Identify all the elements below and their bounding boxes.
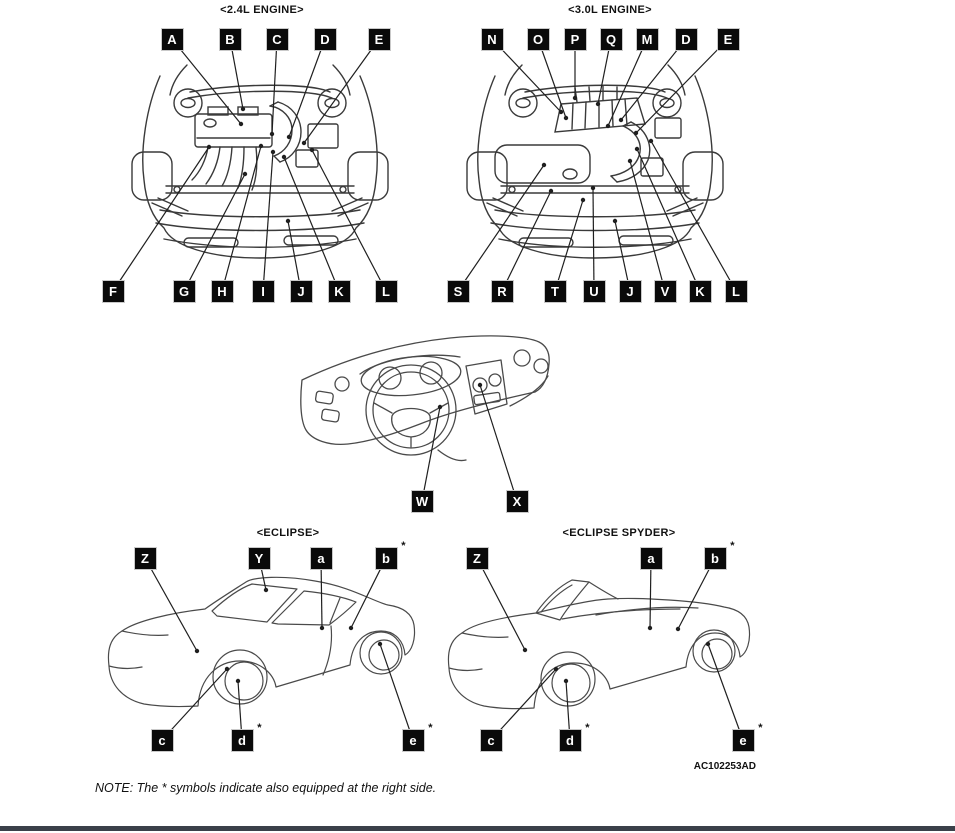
- leader-dot-engine30-E: [634, 131, 638, 135]
- leader-dot-engine24-A: [239, 122, 243, 126]
- leader-line-eclipse-e: [380, 644, 413, 740]
- callout-label-engine30-D: D: [676, 29, 697, 50]
- leader-line-engine24-G: [184, 174, 245, 291]
- leader-line-engine24-C: [272, 39, 277, 134]
- leader-dot-spyder-e: [706, 642, 710, 646]
- leader-dot-engine30-V: [628, 159, 632, 163]
- leader-line-spyder-a: [650, 558, 651, 628]
- also-right-side-asterisk: *: [585, 721, 590, 734]
- callout-label-engine30-R: R: [492, 281, 513, 302]
- callout-label-engine30-T: T: [545, 281, 566, 302]
- leader-dot-eclipse-c: [225, 667, 229, 671]
- leader-line-eclipse-Z: [145, 558, 197, 651]
- callout-label-engine30-U: U: [584, 281, 605, 302]
- leader-dot-engine24-D: [287, 135, 291, 139]
- callout-label-eclipse-Y: Y: [249, 548, 270, 569]
- leader-line-engine30-O: [538, 39, 566, 118]
- leader-dot-engine30-K: [635, 147, 639, 151]
- leader-line-engine30-U: [593, 188, 594, 291]
- callout-label-spyder-b: b *: [705, 548, 726, 569]
- callout-label-engine24-D: D: [315, 29, 336, 50]
- leader-line-engine24-E: [304, 39, 379, 143]
- also-right-side-asterisk: *: [730, 539, 735, 552]
- leader-dot-engine24-I: [271, 150, 275, 154]
- eclipse-coupe-drawing: [108, 577, 414, 706]
- callout-label-spyder-Z: Z: [467, 548, 488, 569]
- leader-line-engine24-I: [263, 152, 273, 291]
- callout-label-engine24-H: H: [212, 281, 233, 302]
- callout-label-engine30-K: K: [690, 281, 711, 302]
- callout-label-engine30-P: P: [565, 29, 586, 50]
- note-text: NOTE: The * symbols indicate also equipped at the right side.: [95, 781, 437, 795]
- leader-dot-eclipse-d: [236, 679, 240, 683]
- leader-dot-spyder-d: [564, 679, 568, 683]
- callout-label-engine30-M: M: [637, 29, 658, 50]
- leader-dot-engine30-N: [559, 110, 563, 114]
- figure-code: AC102253AD: [693, 761, 756, 772]
- leader-dot-dashboard-X: [478, 383, 482, 387]
- callout-label-engine24-J: J: [291, 281, 312, 302]
- leader-dot-engine24-H: [259, 144, 263, 148]
- leader-dot-engine30-J: [613, 219, 617, 223]
- leader-dot-engine30-S: [542, 163, 546, 167]
- leader-line-dashboard-W: [422, 407, 440, 501]
- dashboard-drawing: [301, 336, 549, 461]
- callout-label-engine30-N: N: [482, 29, 503, 50]
- leader-dot-engine30-T: [581, 198, 585, 202]
- also-right-side-asterisk: *: [257, 721, 262, 734]
- leader-dot-engine24-K: [282, 155, 286, 159]
- leader-line-engine24-K: [284, 157, 339, 291]
- callout-label-engine30-O: O: [528, 29, 549, 50]
- callout-label-engine24-B: B: [220, 29, 241, 50]
- callout-label-engine24-K: K: [329, 281, 350, 302]
- callout-label-engine24-A: A: [162, 29, 183, 50]
- leader-dot-dashboard-W: [438, 405, 442, 409]
- callout-label-engine24-G: G: [174, 281, 195, 302]
- callout-label-spyder-d: d *: [560, 730, 581, 751]
- callout-label-engine30-Q: Q: [601, 29, 622, 50]
- page-bottom-rule: [0, 826, 955, 831]
- leader-dot-eclipse-Z: [195, 649, 199, 653]
- leader-line-spyder-b: [678, 558, 715, 629]
- callout-label-engine24-F: F: [103, 281, 124, 302]
- callout-label-eclipse-d: d *: [232, 730, 253, 751]
- callout-label-engine24-L: L: [376, 281, 397, 302]
- leader-line-engine30-V: [630, 161, 665, 291]
- leader-dot-spyder-a: [648, 626, 652, 630]
- callout-label-engine30-L: L: [726, 281, 747, 302]
- leader-dot-spyder-c: [554, 667, 558, 671]
- eclipse-spyder-title: <ECLIPSE SPYDER>: [562, 527, 676, 539]
- also-right-side-asterisk: *: [428, 721, 433, 734]
- callout-label-dashboard-W: W: [412, 491, 433, 512]
- leader-dot-engine24-J: [286, 219, 290, 223]
- leader-dot-engine24-B: [241, 107, 245, 111]
- engine-30-title: <3.0L ENGINE>: [568, 4, 652, 16]
- leader-line-engine24-L: [312, 150, 386, 291]
- leader-dot-engine24-G: [243, 172, 247, 176]
- eclipse-title: <ECLIPSE>: [256, 527, 320, 539]
- leader-line-engine24-H: [222, 146, 261, 291]
- also-right-side-asterisk: *: [758, 721, 763, 734]
- engine-24-title: <2.4L ENGINE>: [220, 4, 304, 16]
- leader-line-engine24-A: [172, 39, 241, 124]
- callout-label-engine24-E: E: [369, 29, 390, 50]
- leader-dot-engine30-O: [564, 116, 568, 120]
- leader-dot-engine30-L: [649, 139, 653, 143]
- leader-line-dashboard-X: [480, 385, 517, 501]
- callout-label-dashboard-X: X: [507, 491, 528, 512]
- leader-line-engine24-B: [230, 39, 243, 109]
- leader-dot-engine24-C: [270, 132, 274, 136]
- leader-dot-engine24-L: [310, 148, 314, 152]
- leader-dot-eclipse-e: [378, 642, 382, 646]
- callout-label-engine30-J: J: [620, 281, 641, 302]
- leader-dot-eclipse-a: [320, 626, 324, 630]
- callout-label-eclipse-a: a: [311, 548, 332, 569]
- leader-dot-engine30-U: [591, 186, 595, 190]
- leader-dot-eclipse-b: [349, 626, 353, 630]
- also-right-side-asterisk: *: [401, 539, 406, 552]
- leader-dot-engine24-E: [302, 141, 306, 145]
- eclipse-spyder-drawing: [448, 580, 749, 709]
- callout-label-engine30-S: S: [448, 281, 469, 302]
- callout-label-eclipse-c: c: [152, 730, 173, 751]
- callout-label-spyder-c: c: [481, 730, 502, 751]
- engine-bay-30-drawing: [467, 65, 723, 258]
- leader-dot-engine30-P: [573, 96, 577, 100]
- leader-line-eclipse-a: [321, 558, 322, 628]
- leader-dot-engine30-R: [549, 189, 553, 193]
- leader-dot-engine30-D: [619, 118, 623, 122]
- leader-dot-engine24-F: [207, 145, 211, 149]
- engine-bay-24-drawing: [132, 65, 388, 258]
- callout-label-spyder-a: a: [641, 548, 662, 569]
- callout-label-eclipse-Z: Z: [135, 548, 156, 569]
- callout-label-engine30-E: E: [718, 29, 739, 50]
- callout-label-eclipse-e: e *: [403, 730, 424, 751]
- leader-line-engine30-E: [636, 39, 728, 133]
- leader-line-engine30-T: [555, 200, 583, 291]
- callout-label-engine30-V: V: [655, 281, 676, 302]
- leader-line-spyder-e: [708, 644, 743, 740]
- callout-label-spyder-e: e *: [733, 730, 754, 751]
- leader-dot-eclipse-Y: [264, 588, 268, 592]
- callout-label-engine24-C: C: [267, 29, 288, 50]
- leader-dot-engine30-Q: [596, 102, 600, 106]
- leader-dot-spyder-b: [676, 627, 680, 631]
- leader-dot-engine30-M: [606, 124, 610, 128]
- callout-label-engine24-I: I: [253, 281, 274, 302]
- callout-label-eclipse-b: b *: [376, 548, 397, 569]
- leader-dot-spyder-Z: [523, 648, 527, 652]
